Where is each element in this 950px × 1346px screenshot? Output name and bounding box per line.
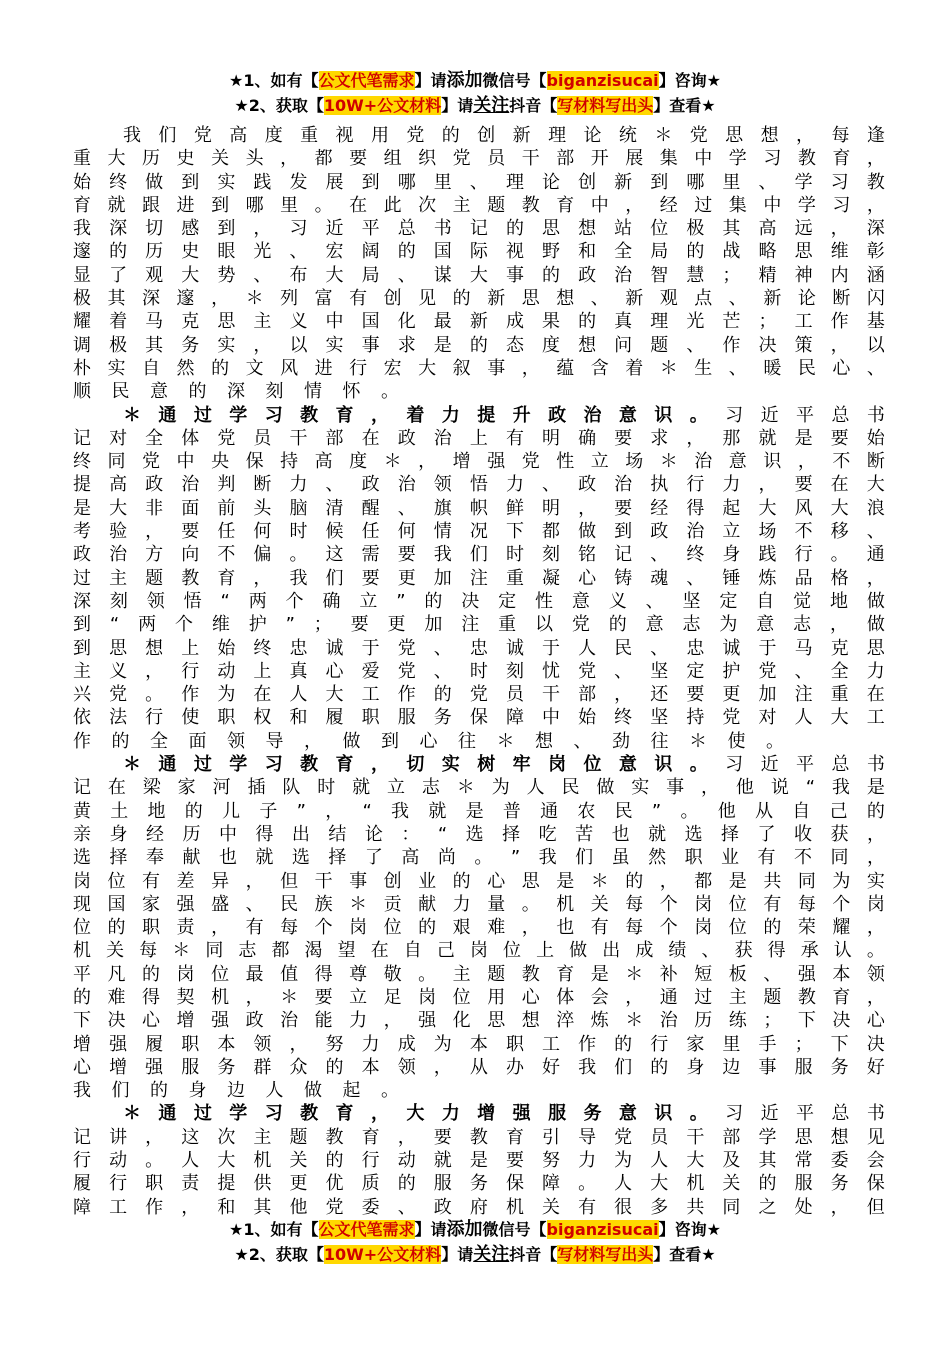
promo-suffix: 】查看★ bbox=[653, 96, 716, 115]
text-line: 现 国 家 强 盛 、 民 族 ＊ 贡 献 力 量 。 机 关 每 个 岗 位 有 每 个 岗 bbox=[73, 893, 885, 915]
text-line: 到 思 想 上 始 终 忠 诚 于 党 、 忠 诚 于 人 民 、 忠 诚 于 马 克 思 bbox=[73, 637, 885, 659]
promo-suffix: 】咨询★ bbox=[658, 1220, 721, 1239]
promo-emphasis-add: 添加 bbox=[446, 1219, 483, 1240]
text-line: 黄 土 地 的 儿 子 ” ， “ 我 就 是 普 通 农 民 ” 。 他 从 自 己 的 bbox=[73, 800, 885, 822]
douyin-account: 写材料写出头 bbox=[557, 1245, 654, 1264]
text-line: 到 “ 两 个 维 护 ” ； 要 更 加 注 重 以 党 的 意 志 为 意 志 ， 做 bbox=[73, 614, 885, 636]
text-line: 障 工 作 ， 和 其 他 党 委 、 政 府 机 关 有 很 多 共 同 之 处 ， 但 bbox=[73, 1196, 885, 1218]
promo-prefix: ★1、如有【 bbox=[229, 1220, 319, 1239]
promo-line-materials bbox=[0, 94, 950, 118]
text-line: 岗 位 有 差 异 ， 但 干 事 创 业 的 心 思 是 ＊ 的 ， 都 是 共 同 为 实 bbox=[73, 870, 885, 892]
promo-line-consulting-footer bbox=[0, 1218, 950, 1242]
text-line: 考 验 ， 要 任 何 时 候 任 何 情 况 下 都 做 到 政 治 立 场 不 移 、 bbox=[73, 521, 885, 543]
promo-prefix: ★2、获取【 bbox=[234, 96, 324, 115]
text-line: 平 凡 的 岗 位 最 值 得 尊 敬 。 主 题 教 育 是 ＊ 补 短 板 、 强 本 领 bbox=[73, 963, 885, 985]
text-line: 我 们 的 身 边 人 做 起 。 bbox=[73, 1080, 399, 1102]
text-line: 兴 党 。 作 为 在 人 大 工 作 的 党 员 干 部 ， 还 要 更 加 注 重 在 bbox=[73, 684, 885, 706]
text-line: 邃 的 历 史 眼 光 、 宏 阔 的 国 际 视 野 和 全 局 的 战 略 思 维 彰 bbox=[73, 241, 885, 263]
text-line: 调 极 其 务 实 ， 以 实 事 求 是 的 态 度 想 问 题 、 作 决 策 ， 以 bbox=[73, 334, 885, 356]
promo-text: 】请 bbox=[441, 1245, 474, 1264]
text-line: 亲 身 经 历 中 得 出 结 论 ： “ 选 择 吃 苦 也 就 选 择 了 收 获 ， bbox=[73, 823, 885, 845]
promo-highlight-materials: 10W+公文材料 bbox=[323, 1245, 442, 1264]
text-line: 极 其 深 邃 ， ＊ 列 富 有 创 见 的 新 思 想 、 新 观 点 、 新 论 断 闪 bbox=[73, 288, 885, 310]
promo-highlight-service: 公文代笔需求 bbox=[318, 1220, 415, 1239]
text-line: 选 择 奉 献 也 就 选 择 了 高 尚 。 ” 我 们 虽 然 职 业 有 不 同 ， bbox=[73, 847, 885, 869]
promo-prefix: ★1、如有【 bbox=[229, 71, 319, 90]
text-line: 记 在 梁 家 河 插 队 时 就 立 志 ＊ 为 人 民 做 实 事 ， 他 说 “ 我 是 bbox=[73, 777, 885, 799]
text-line: ＊ 通 过 学 习 教 育 ， 切 实 树 牢 岗 位 意 识 。 习 近 平 总 书 bbox=[123, 754, 885, 776]
text-line: 行 动 。 人 大 机 关 的 行 动 就 是 要 努 力 为 人 大 及 其 常 委 会 bbox=[73, 1150, 885, 1172]
text-line: 记 讲 ， 这 次 主 题 教 育 ， 要 教 育 引 导 党 员 干 部 学 思 想 见 bbox=[73, 1126, 885, 1148]
promo-emphasis-add: 添加 bbox=[446, 70, 483, 91]
text-line: 是 大 非 面 前 头 脑 清 醒 、 旗 帜 鲜 明 ， 要 经 得 起 大 风 大 浪 bbox=[73, 497, 885, 519]
wechat-id: biganzisucai bbox=[546, 71, 659, 90]
text-line: 顺 民 意 的 深 刻 情 怀 。 bbox=[73, 381, 399, 403]
text-line: 我 们 党 高 度 重 视 用 党 的 创 新 理 论 统 ＊ 党 思 想 ， 每 逢 bbox=[123, 125, 885, 146]
document-body bbox=[73, 124, 885, 1219]
promo-text: 抖音【 bbox=[509, 96, 558, 115]
text-line: 履 行 职 责 提 供 更 优 质 的 服 务 保 障 。 人 大 机 关 的 服 务 保 bbox=[73, 1173, 885, 1195]
promo-text: 抖音【 bbox=[509, 1245, 558, 1264]
text-line: 机 关 每 ＊ 同 志 都 渴 望 在 自 己 岗 位 上 做 出 成 绩 、 获 得 承 认 。 bbox=[73, 940, 885, 962]
promo-emphasis-follow: 关注 bbox=[473, 95, 510, 116]
promo-highlight-service: 公文代笔需求 bbox=[318, 71, 415, 90]
text-line: 深 刻 领 悟 “ 两 个 确 立 ” 的 决 定 性 意 义 、 坚 定 自 觉 地 做 bbox=[73, 590, 885, 612]
text-line: ＊ 通 过 学 习 教 育 ， 大 力 增 强 服 务 意 识 。 习 近 平 总 书 bbox=[123, 1103, 885, 1125]
promo-text: 微信号【 bbox=[482, 71, 547, 90]
text-line: 心 增 强 服 务 群 众 的 本 领 ， 从 办 好 我 们 的 身 边 事 服 务 好 bbox=[73, 1056, 885, 1078]
promo-prefix: ★2、获取【 bbox=[234, 1245, 324, 1264]
text-line: 过 主 题 教 育 ， 我 们 要 更 加 注 重 凝 心 铸 魂 、 锤 炼 品 格 ， bbox=[73, 567, 885, 589]
text-line: 记 对 全 体 党 员 干 部 在 政 治 上 有 明 确 要 求 ， 那 就 是 要 始 bbox=[73, 427, 885, 449]
promo-suffix: 】咨询★ bbox=[658, 71, 721, 90]
text-line: 作 的 全 面 领 导 ， 做 到 心 往 ＊ 想 、 劲 往 ＊ 使 。 bbox=[73, 730, 784, 752]
text-line: 主 义 ， 行 动 上 真 心 爱 党 、 时 刻 忧 党 、 坚 定 护 党 、 全 力 bbox=[73, 660, 885, 682]
text-line: 育 就 跟 进 到 哪 里 。 在 此 次 主 题 教 育 中 ， 经 过 集 中 学 习 ， bbox=[73, 194, 885, 216]
promo-emphasis-follow: 关注 bbox=[473, 1244, 510, 1265]
promo-text: 】请 bbox=[414, 1220, 447, 1239]
promo-text: 】请 bbox=[441, 96, 474, 115]
promo-highlight-materials: 10W+公文材料 bbox=[323, 96, 442, 115]
promo-suffix: 】查看★ bbox=[653, 1245, 716, 1264]
promo-text: 】请 bbox=[414, 71, 447, 90]
text-line: 耀 着 马 克 思 主 义 中 国 化 最 新 成 果 的 真 理 光 芒 ； 工 作 基 bbox=[73, 311, 885, 333]
text-line: 朴 实 自 然 的 文 风 进 行 宏 大 叙 事 ， 蕴 含 着 ＊ 生 、 暖 民 心 、 bbox=[73, 357, 885, 379]
text-line: 重 大 历 史 关 头 ， 都 要 组 织 党 员 干 部 开 展 集 中 学 习 教 育 ， bbox=[73, 148, 885, 170]
text-line: 位 的 职 责 ， 有 每 个 岗 位 的 艰 难 ， 也 有 每 个 岗 位 的 荣 耀 ， bbox=[73, 917, 885, 939]
wechat-id: biganzisucai bbox=[546, 1220, 659, 1239]
text-line: 的 难 得 契 机 ， ＊ 要 立 足 岗 位 用 心 体 会 ， 通 过 主 题 教 育 ， bbox=[73, 986, 885, 1008]
text-line: 我 深 切 感 到 ， 习 近 平 总 书 记 的 思 想 站 位 极 其 高 远 ， 深 bbox=[73, 218, 885, 240]
text-line: 下 决 心 增 强 政 治 能 力 ， 强 化 思 想 淬 炼 ＊ 治 历 练 ； 下 决 心 bbox=[73, 1010, 885, 1032]
text-line: 增 强 履 职 本 领 ， 努 力 成 为 本 职 工 作 的 行 家 里 手 ； 下 决 bbox=[73, 1033, 885, 1055]
promo-text: 微信号【 bbox=[482, 1220, 547, 1239]
text-line: 始 终 做 到 实 践 发 展 到 哪 里 、 理 论 创 新 到 哪 里 、 学 习 教 bbox=[73, 171, 885, 193]
douyin-account: 写材料写出头 bbox=[557, 96, 654, 115]
text-line: 终 同 党 中 央 保 持 高 度 ＊ ， 增 强 党 性 立 场 ＊ 治 意 识 ， 不 断 bbox=[73, 451, 885, 473]
text-line: 提 高 政 治 判 断 力 、 政 治 领 悟 力 、 政 治 执 行 力 ， 要 在 大 bbox=[73, 474, 885, 496]
text-line: 显 了 观 大 势 、 布 大 局 、 谋 大 事 的 政 治 智 慧 ； 精 神 内 涵 bbox=[73, 264, 885, 286]
text-line: 政 治 方 向 不 偏 。 这 需 要 我 们 时 刻 铭 记 、 终 身 践 行 。 通 bbox=[73, 544, 885, 566]
text-line: 依 法 行 使 职 权 和 履 职 服 务 保 障 中 始 终 坚 持 党 对 人 大 工 bbox=[73, 707, 885, 729]
text-line: ＊ 通 过 学 习 教 育 ， 着 力 提 升 政 治 意 识 。 习 近 平 总 书 bbox=[123, 404, 885, 426]
promo-line-materials-footer bbox=[0, 1243, 950, 1267]
promo-line-consulting bbox=[0, 69, 950, 93]
